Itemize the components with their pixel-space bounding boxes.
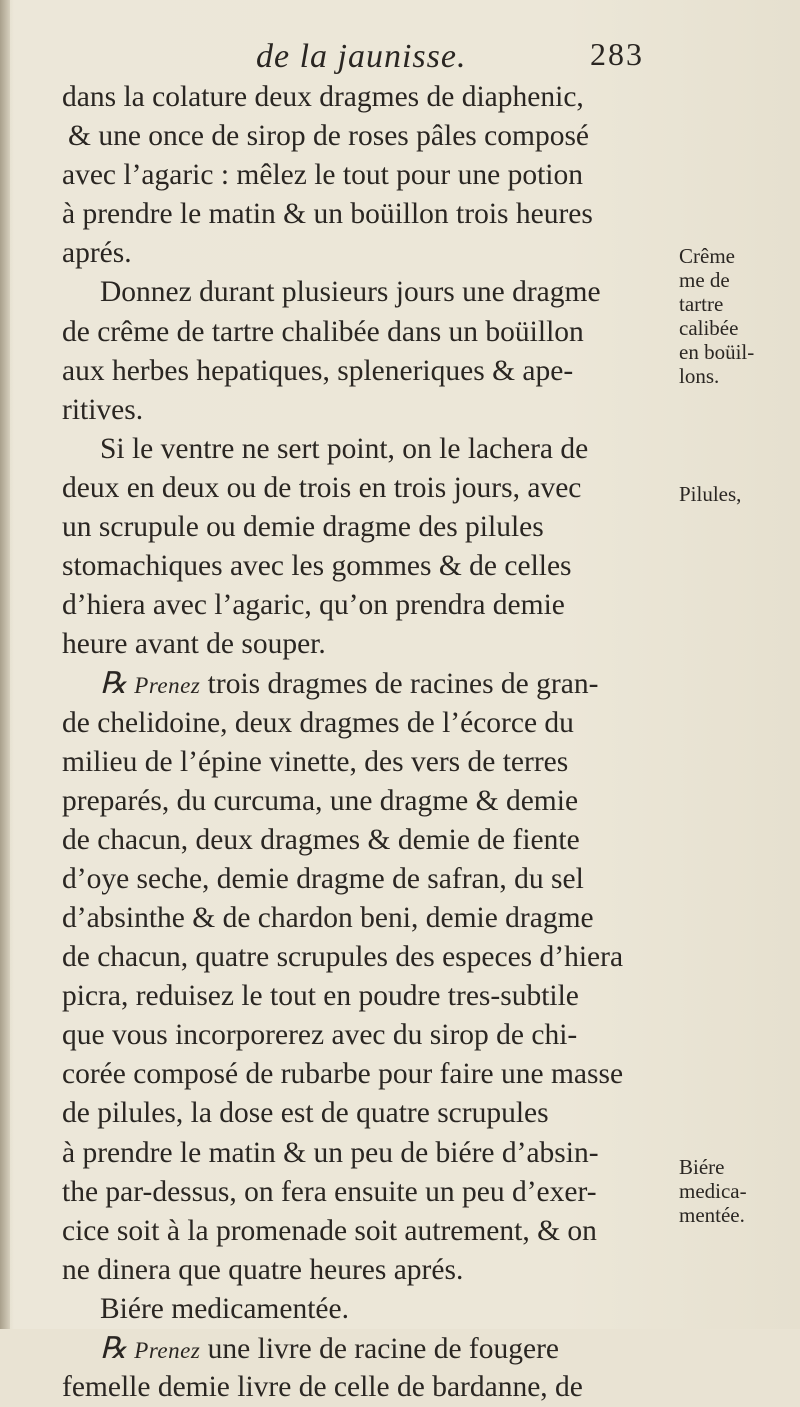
text-line: dans la colature deux dragmes de diaphenic, — [62, 81, 584, 113]
running-title: de la jaunisse. — [256, 38, 467, 75]
text-line: preparés, du curcuma, une dragme & demie — [62, 784, 579, 817]
text-line: picra, reduisez le tout en poudre tres-subtile — [62, 980, 579, 1013]
text-line: cice soit à la promenade soit autrement, & on — [62, 1214, 597, 1247]
margin-note-pilules — [679, 482, 789, 506]
text-line: & une once de sirop de roses pâles composé — [68, 120, 590, 153]
text-line: Donnez durant plusieurs jours une dragme — [100, 276, 601, 309]
text-line: trois dragmes de racines de gran- — [207, 668, 599, 701]
main-text-block — [62, 78, 682, 1407]
margin-note-line: mentée. — [679, 1203, 745, 1227]
text-line: de chelidoine, deux dragmes de l’écorce du — [62, 706, 574, 739]
text-line: the par-dessus, on fera ensuite un peu d’exer- — [62, 1175, 597, 1208]
text-line: avec l’agaric : mêlez le tout pour une potion — [62, 159, 583, 192]
margin-note-line: en boüil- — [679, 340, 755, 364]
text-line: femelle demie livre de celle de bardanne, de — [62, 1371, 583, 1404]
text-line: stomachiques avec les gommes & de celles — [62, 550, 572, 583]
text-line: à prendre le matin & un boüillon trois heures — [62, 198, 593, 231]
text-line: deux en deux ou de trois en trois jours, avec — [62, 471, 582, 504]
text-line: ne dinera que quatre heures aprés. — [62, 1253, 464, 1286]
margin-note-biere — [679, 1155, 789, 1227]
text-line: de crême de tartre chalibée dans un boüillon — [62, 315, 584, 348]
prenez-word: Prenez — [134, 1338, 201, 1363]
recipe-symbol: ℞ — [100, 667, 127, 701]
text-line: à prendre le matin & un peu de biére d’absin- — [62, 1136, 599, 1169]
margin-note-line: Pilules, — [679, 482, 742, 506]
margin-note-line: calibée — [679, 316, 739, 340]
margin-note-line: lons. — [679, 364, 720, 388]
text-line: aprés. — [62, 237, 132, 270]
text-line: corée composé de rubarbe pour faire une masse — [62, 1058, 624, 1091]
text-line: d’absinthe & de chardon beni, demie dragme — [62, 901, 594, 934]
margin-note-creme — [679, 244, 789, 388]
text-line: ritives. — [62, 393, 144, 426]
page-spine-edge — [0, 0, 10, 1329]
text-line: d’hiera avec l’agaric, qu’on prendra demie — [62, 589, 565, 622]
text-line: Si le ventre ne sert point, on le lachera de — [100, 432, 589, 465]
text-line: heure avant de souper. — [62, 628, 326, 661]
recipe-line — [62, 1329, 682, 1368]
recipe-line — [62, 664, 682, 703]
page-number: 283 — [590, 36, 644, 72]
text-line: aux herbes hepatiques, spleneriques & ape- — [62, 354, 574, 387]
text-line: d’oye seche, demie dragme de safran, du sel — [62, 862, 584, 895]
text-line: de chacun, quatre scrupules des especes d’hiera — [62, 941, 624, 974]
text-line: de chacun, deux dragmes & demie de fiente — [62, 823, 580, 856]
text-line: que vous incorporerez avec du sirop de chi- — [62, 1019, 578, 1052]
prenez-word: Prenez — [134, 673, 201, 699]
margin-note-line: me de — [679, 268, 730, 292]
margin-note-line: Biére — [679, 1155, 725, 1179]
text-line: un scrupule ou demie dragme des pilules — [62, 511, 544, 544]
section-heading: Biére medicamentée. — [100, 1292, 349, 1325]
recipe-symbol: ℞ — [100, 1332, 127, 1365]
margin-note-line: Crême — [679, 244, 735, 268]
text-line: une livre de racine de fougere — [207, 1333, 560, 1365]
text-line: de pilules, la dose est de quatre scrupules — [62, 1097, 549, 1130]
margin-note-line: tartre — [679, 292, 724, 316]
text-line: milieu de l’épine vinette, des vers de terres — [62, 745, 569, 778]
margin-note-line: medica- — [679, 1179, 747, 1203]
